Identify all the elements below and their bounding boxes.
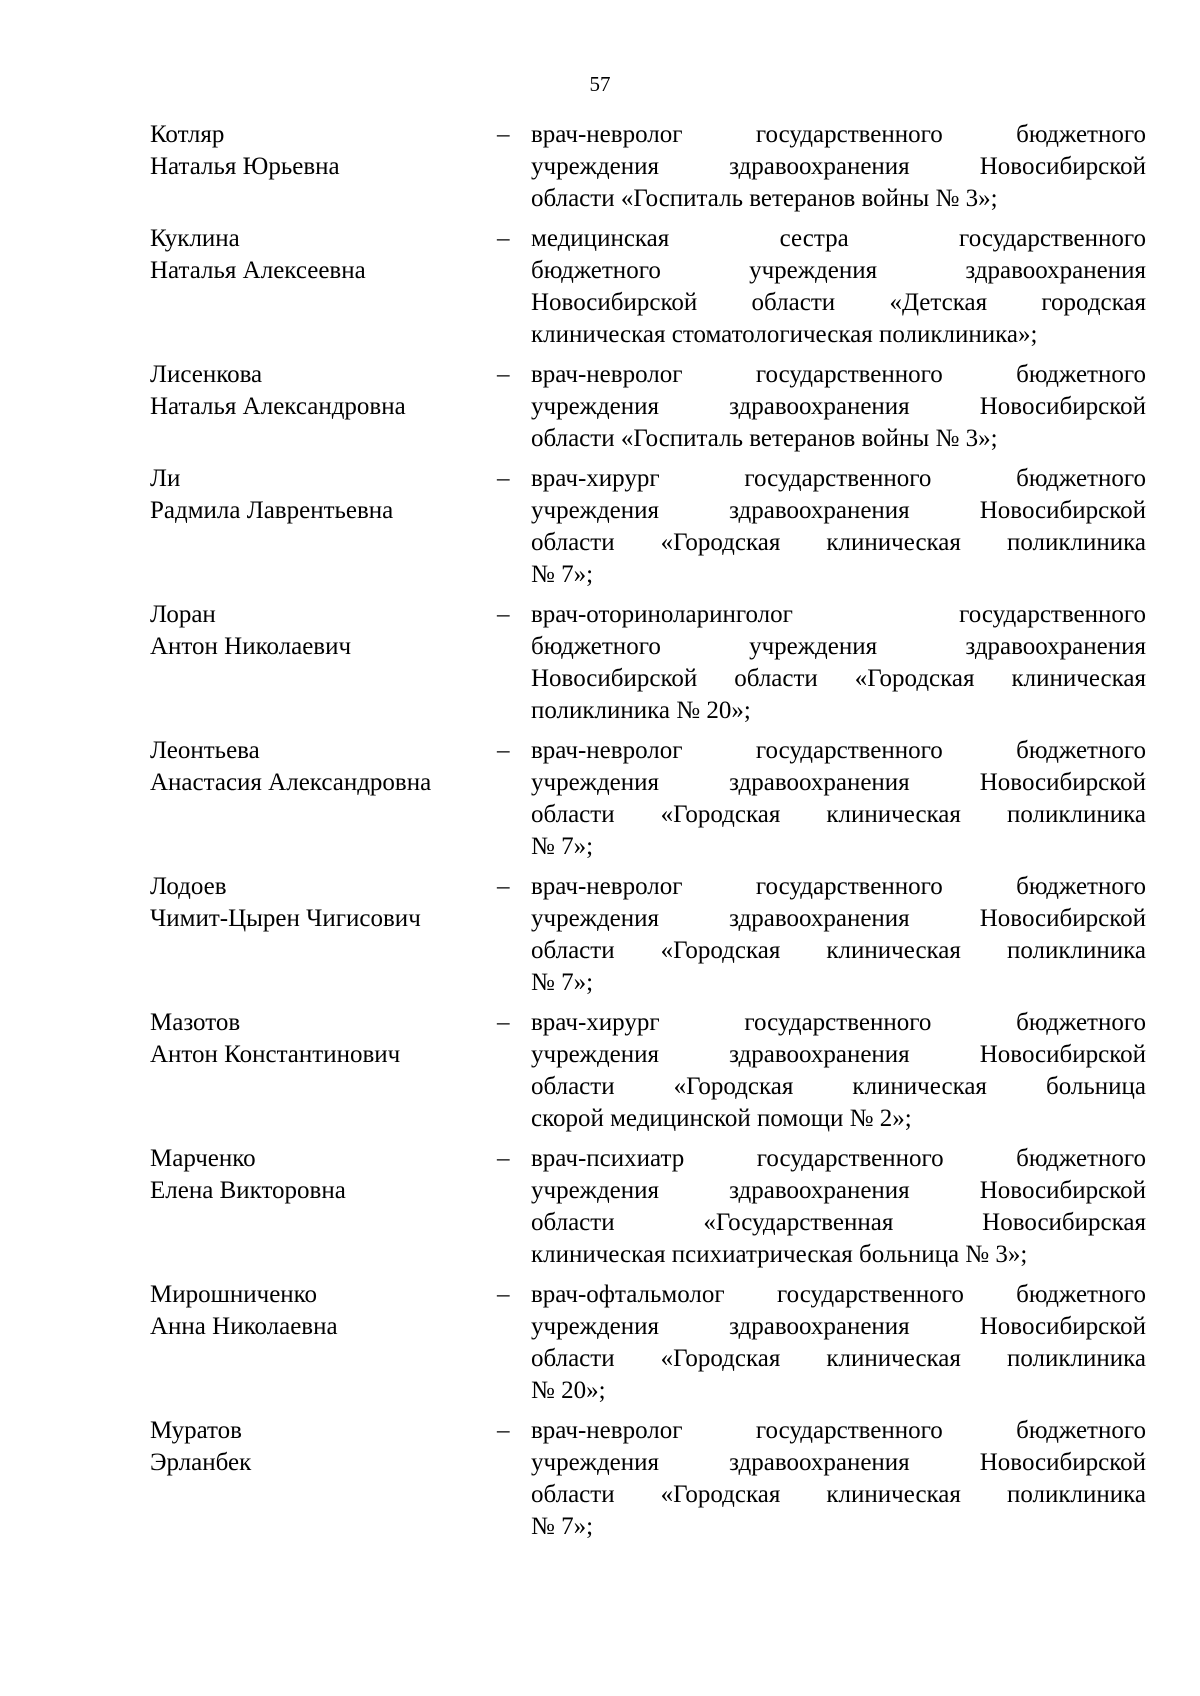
person-name: [150, 1143, 490, 1207]
position-description: [531, 1279, 1146, 1407]
description-line: клиническая стоматологическая поликлиника»;: [531, 321, 1038, 348]
description-line: области «Городская клиническая больница: [531, 1073, 1146, 1100]
list-item: [150, 119, 1146, 223]
list-item: [150, 1007, 1146, 1143]
surname: Лодоев: [150, 873, 227, 900]
list-item: [150, 359, 1146, 463]
position-description: [531, 223, 1146, 351]
description-line: области «Городская клиническая поликлиника: [531, 1345, 1146, 1372]
list-item: [150, 1279, 1146, 1415]
description-line: области «Госпиталь ветеранов войны № 3»;: [531, 425, 998, 452]
dash-separator: –: [497, 1417, 510, 1444]
description-line: Новосибирской области «Детская городская: [531, 289, 1146, 316]
description-line: учреждения здравоохранения Новосибирской: [531, 1449, 1146, 1476]
description-line: врач-невролог государственного бюджетного: [531, 361, 1146, 388]
position-description: [531, 359, 1146, 455]
description-line: бюджетного учреждения здравоохранения: [531, 257, 1146, 284]
surname: Мирошниченко: [150, 1281, 318, 1308]
surname: Лоран: [150, 601, 216, 628]
description-line: № 7»;: [531, 561, 594, 588]
given-name: Наталья Александровна: [150, 393, 406, 420]
description-line: врач-невролог государственного бюджетного: [531, 873, 1146, 900]
given-name: Антон Николаевич: [150, 633, 352, 660]
description-line: бюджетного учреждения здравоохранения: [531, 633, 1146, 660]
given-name: Анастасия Александровна: [150, 769, 432, 796]
description-line: № 20»;: [531, 1377, 606, 1404]
description-line: учреждения здравоохранения Новосибирской: [531, 393, 1146, 420]
list-item: [150, 1143, 1146, 1279]
description-line: области «Городская клиническая поликлиника: [531, 801, 1146, 828]
description-line: области «Государственная Новосибирская: [531, 1209, 1146, 1236]
list-item: [150, 735, 1146, 871]
given-name: Чимит-Цырен Чигисович: [150, 905, 421, 932]
person-name: [150, 735, 490, 799]
person-name: [150, 463, 490, 527]
description-line: медицинская сестра государственного: [531, 225, 1146, 252]
description-line: скорой медицинской помощи № 2»;: [531, 1105, 912, 1132]
dash-separator: –: [497, 737, 510, 764]
description-line: учреждения здравоохранения Новосибирской: [531, 497, 1146, 524]
given-name: Наталья Юрьевна: [150, 153, 340, 180]
dash-separator: –: [497, 873, 510, 900]
given-name: Анна Николаевна: [150, 1313, 338, 1340]
description-line: учреждения здравоохранения Новосибирской: [531, 1177, 1146, 1204]
person-name: [150, 223, 490, 287]
given-name: Антон Константинович: [150, 1041, 401, 1068]
given-name: Наталья Алексеевна: [150, 257, 366, 284]
description-line: № 7»;: [531, 1513, 594, 1540]
surname: Мазотов: [150, 1009, 241, 1036]
list-item: [150, 463, 1146, 599]
description-line: врач-оториноларинголог государственного: [531, 601, 1146, 628]
position-description: [531, 871, 1146, 999]
description-line: области «Городская клиническая поликлиника: [531, 1481, 1146, 1508]
given-name: Эрланбек: [150, 1449, 252, 1476]
description-line: № 7»;: [531, 969, 594, 996]
description-line: области «Госпиталь ветеранов войны № 3»;: [531, 185, 998, 212]
description-line: врач-хирург государственного бюджетного: [531, 465, 1146, 492]
description-line: врач-хирург государственного бюджетного: [531, 1009, 1146, 1036]
description-line: врач-невролог государственного бюджетного: [531, 121, 1146, 148]
person-name: [150, 871, 490, 935]
position-description: [531, 1415, 1146, 1543]
page-number: 57: [589, 72, 611, 96]
description-line: врач-невролог государственного бюджетного: [531, 1417, 1146, 1444]
position-description: [531, 463, 1146, 591]
dash-separator: –: [497, 465, 510, 492]
given-name: Елена Викторовна: [150, 1177, 346, 1204]
description-line: учреждения здравоохранения Новосибирской: [531, 153, 1146, 180]
surname: Муратов: [150, 1417, 242, 1444]
surname: Ли: [150, 465, 181, 492]
surname: Леонтьева: [150, 737, 260, 764]
dash-separator: –: [497, 1009, 510, 1036]
personnel-list: [150, 119, 1146, 1551]
list-item: [150, 871, 1146, 1007]
description-line: врач-офтальмолог государственного бюджетного: [531, 1281, 1146, 1308]
surname: Марченко: [150, 1145, 256, 1172]
surname: Котляр: [150, 121, 225, 148]
description-line: врач-психиатр государственного бюджетного: [531, 1145, 1146, 1172]
dash-separator: –: [497, 361, 510, 388]
description-line: поликлиника № 20»;: [531, 697, 751, 724]
person-name: [150, 1279, 490, 1343]
person-name: [150, 119, 490, 183]
description-line: учреждения здравоохранения Новосибирской: [531, 1041, 1146, 1068]
person-name: [150, 1007, 490, 1071]
description-line: учреждения здравоохранения Новосибирской: [531, 1313, 1146, 1340]
dash-separator: –: [497, 121, 510, 148]
position-description: [531, 735, 1146, 863]
description-line: области «Городская клиническая поликлиника: [531, 937, 1146, 964]
given-name: Радмила Лаврентьевна: [150, 497, 394, 524]
dash-separator: –: [497, 225, 510, 252]
dash-separator: –: [497, 1281, 510, 1308]
description-line: области «Городская клиническая поликлиника: [531, 529, 1146, 556]
person-name: [150, 599, 490, 663]
description-line: учреждения здравоохранения Новосибирской: [531, 905, 1146, 932]
list-item: [150, 599, 1146, 735]
list-item: [150, 223, 1146, 359]
description-line: учреждения здравоохранения Новосибирской: [531, 769, 1146, 796]
description-line: Новосибирской области «Городская клиническая: [531, 665, 1146, 692]
surname: Лисенкова: [150, 361, 263, 388]
list-item: [150, 1415, 1146, 1551]
dash-separator: –: [497, 601, 510, 628]
position-description: [531, 1007, 1146, 1135]
person-name: [150, 1415, 490, 1479]
description-line: № 7»;: [531, 833, 594, 860]
description-line: врач-невролог государственного бюджетного: [531, 737, 1146, 764]
position-description: [531, 119, 1146, 215]
person-name: [150, 359, 490, 423]
description-line: клиническая психиатрическая больница № 3»;: [531, 1241, 1028, 1268]
position-description: [531, 1143, 1146, 1271]
surname: Куклина: [150, 225, 240, 252]
position-description: [531, 599, 1146, 727]
dash-separator: –: [497, 1145, 510, 1172]
